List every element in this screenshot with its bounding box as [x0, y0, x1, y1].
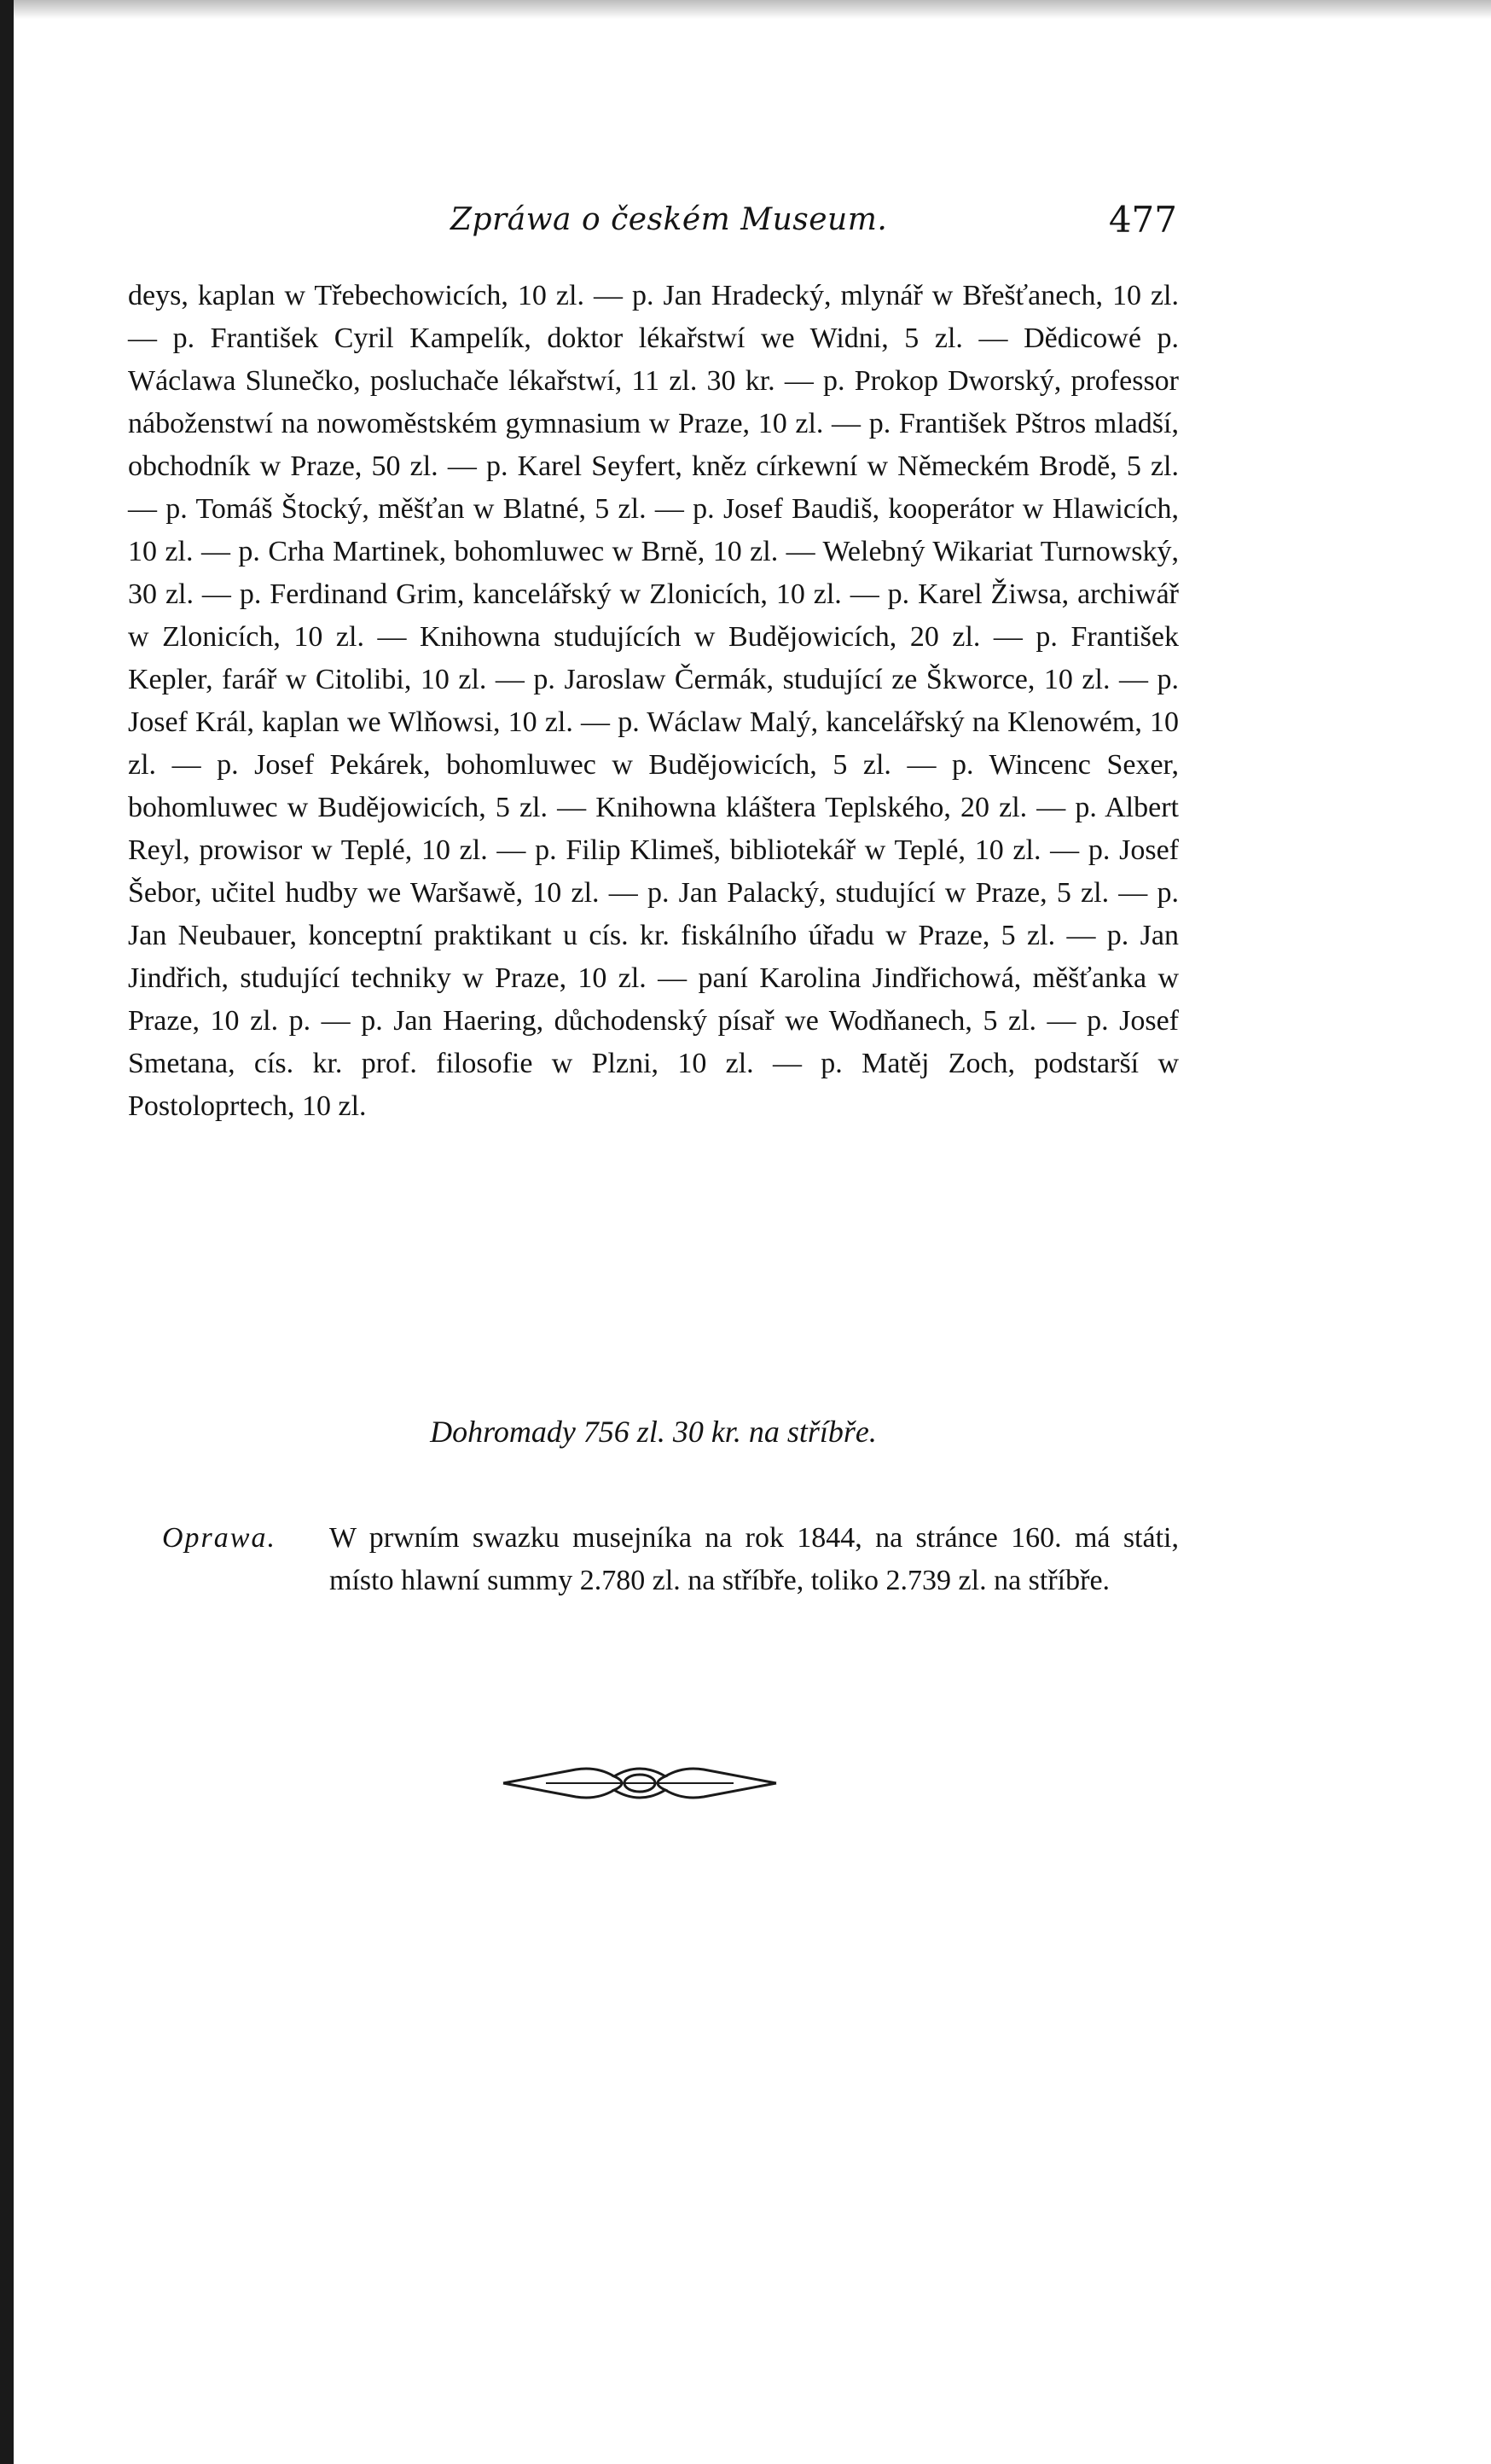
erratum-text: W prwním swazku musejníka na rok 1844, na stránce 160. má státi, místo hlawní summy 2.780 zl. na stříbře, toliko 2.739 zl. na stříbře.: [329, 1522, 1179, 1596]
running-header: [128, 196, 1177, 264]
scan-shadow: [14, 0, 1491, 19]
running-title: Zpráwa o českém Museum.: [450, 202, 888, 237]
erratum-label: Oprawa.: [162, 1522, 276, 1554]
total-line: Dohromady 756 zl. 30 kr. na stříbře.: [430, 1415, 877, 1449]
donors-paragraph: deys, kaplan w Třebechowicích, 10 zl. — p. Jan Hradecký, mlynář w Břešťanech, 10 zl. — p. František Cyril Kampelík, doktor lékařstwí we Widni, 5 zl. — Dědicowé p. Wáclawa Slunečko, posluchače lékařstwí, 11 zl. 30 kr. — p. Prokop Dworský, professor náboženstwí na nowoměstském gymnasium w Praze, 10 zl. — p. František Pštros mladší, obchodník w Praze, 50 zl. — p. Karel Seyfert, kněz církewní w Německém Brodě, 5 zl. — p. Tomáš Štocký, měšťan w Blatné, 5 zl. — p. Josef Baudiš, kooperátor w Hlawicích, 10 zl. — p. Crha Martinek, bohomluwec w Brně, 10 zl. — Welebný Wikariat Turnowský, 30 zl. — p. Ferdinand Grim, kancelářský w Zlonicích, 10 zl. — p. Karel Žiwsa, archiwář w Zlonicích, 10 zl. — Knihowna studujících w Budějowicích, 20 zl. — p. František Kepler, farář w Citolibi, 10 zl. — p. Jaroslaw Čermák, studující ze Škworce, 10 zl. — p. Josef Král, kaplan we Wlňowsi, 10 zl. — p. Wáclaw Malý, kancelářský na Klenowém, 10 zl. — p. Josef Pekárek, bohomluwec w Budějowicích, 5 zl. — p. Wincenc Sexer, bohomluwec w Budějowicích, 5 zl. — Knihowna kláštera Teplského, 20 zl. — p. Albert Reyl, prowisor w Teplé, 10 zl. — p. Filip Klimeš, bibliotekář w Teplé, 10 zl. — p. Josef Šebor, učitel hudby we Waršawě, 10 zl. — p. Jan Palacký, studující w Praze, 5 zl. — p. Jan Neubauer, konceptní praktikant u cís. kr. fiskálního úřadu w Praze, 5 zl. — p. Jan Jindřich, studující techniky w Praze, 10 zl. — paní Karolina Jindřichowá, měšťanka w Praze, 10 zl. p. — p. Jan Haering, důchodenský písař we Wodňanech, 5 zl. — p. Josef Smetana, cís. kr. prof. filosofie w Plzni, 10 zl. — p. Matěj Zoch, podstarší w Postoloprtech, 10 zl.: [128, 280, 1179, 1122]
page-number: 477: [1108, 199, 1177, 241]
scan-edge: [0, 0, 14, 2464]
ornament-divider-icon: [495, 1758, 785, 1809]
